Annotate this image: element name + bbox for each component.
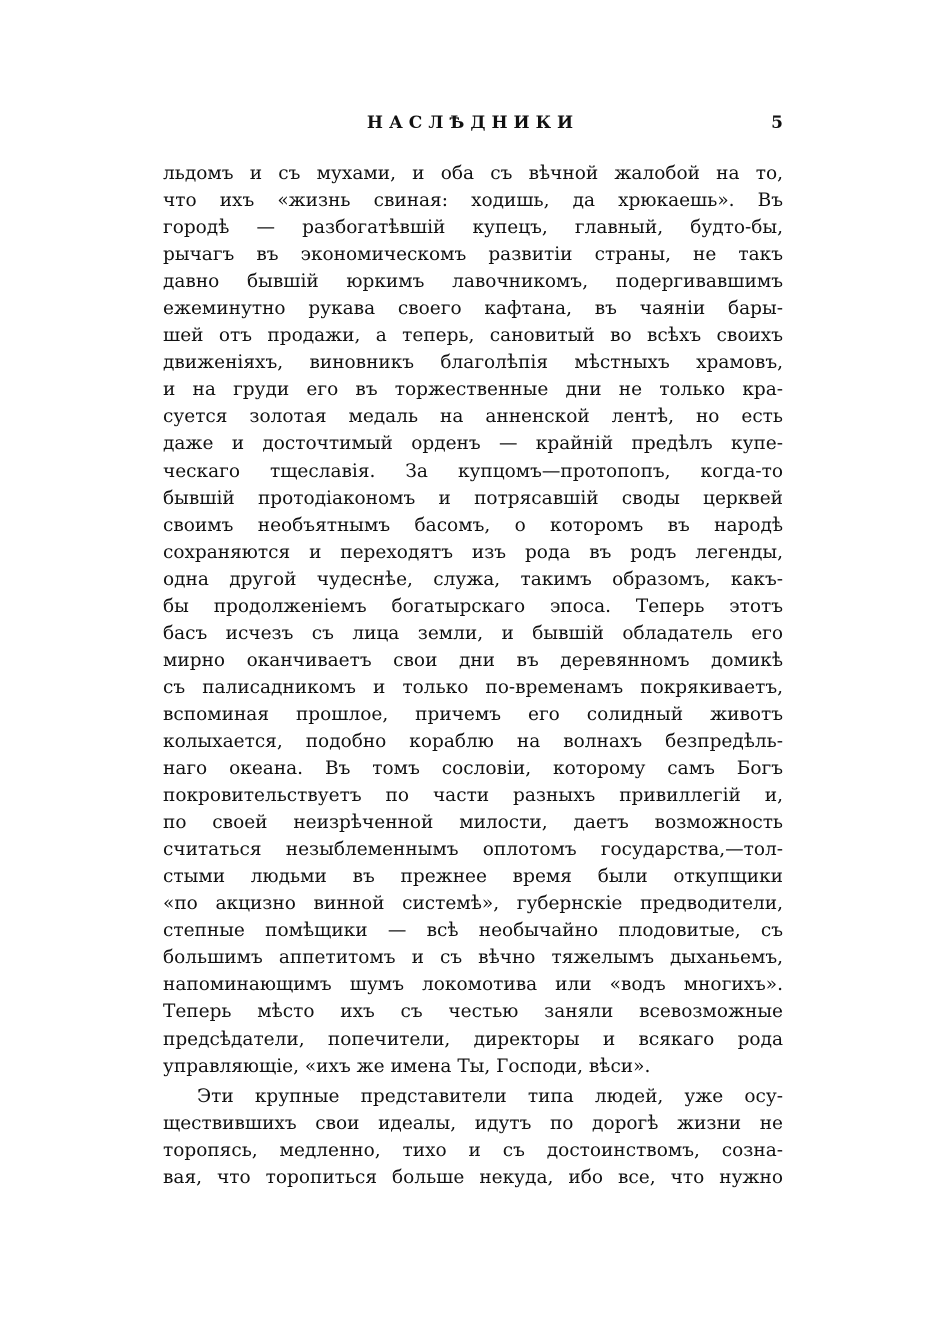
text-line: и на груди его въ торжественные дни не только кра-: [163, 379, 783, 401]
text-line: считаться незыблеменнымъ оплотомъ государства,—тол-: [163, 839, 783, 861]
text-line: колыхается, подобно кораблю на волнахъ безпредѣль-: [163, 730, 783, 752]
running-title: НАСЛѢДНИКИ: [366, 113, 580, 133]
body-text: [163, 160, 783, 1191]
running-head: [163, 113, 783, 143]
text-line: одна другой чудеснѣе, служа, такимъ образомъ, какъ-: [163, 568, 783, 590]
text-line: ществившихъ свои идеалы, идутъ по дорогѣ жизни не: [163, 1112, 783, 1134]
page-number: 5: [771, 113, 783, 133]
text-line: мирно оканчиваетъ свои дни въ деревянномъ домикѣ: [163, 649, 783, 671]
text-line: торопясь, медленно, тихо и съ достоинствомъ, созна-: [163, 1139, 783, 1161]
text-line: движеніяхъ, виновникъ благолѣпія мѣстныхъ храмовъ,: [163, 352, 783, 374]
text-line: бы продолженіемъ богатырскаго эпоса. Теперь этотъ: [163, 595, 783, 617]
text-line: предсѣдатели, попечители, директоры и всякаго рода: [163, 1028, 783, 1050]
text-line: даже и досточтимый орденъ — крайній предѣлъ купе-: [163, 433, 783, 455]
text-line: суется золотая медаль на анненской лентѣ, но есть: [163, 406, 783, 428]
text-line: Эти крупные представители типа людей, уже осу-: [197, 1085, 783, 1107]
text-line: своимъ необъятнымъ басомъ, о которомъ въ народѣ: [163, 514, 783, 536]
text-line: городѣ — разбогатѣвшій купецъ, главный, будто-бы,: [163, 217, 783, 239]
text-line: рычагъ въ экономическомъ развитіи страны, не такъ: [163, 244, 783, 266]
text-line: сохраняются и переходятъ изъ рода въ родъ легенды,: [163, 541, 783, 563]
text-line: вая, что торопиться больше некуда, ибо все, что нужно: [163, 1166, 783, 1188]
paragraph-1: [163, 160, 783, 1080]
text-line: ежеминутно рукава своего кафтана, въ чаяніи бары-: [163, 298, 783, 320]
text-line: давно бывшій юркимъ лавочникомъ, подергивавшимъ: [163, 271, 783, 293]
text-line: напоминающимъ шумъ локомотива или «водъ многихъ».: [163, 974, 783, 996]
text-line: льдомъ и съ мухами, и оба съ вѣчной жалобой на то,: [163, 163, 783, 184]
text-line: стыми людьми въ прежнее время были откупщики: [163, 866, 783, 888]
text-line: вспоминая прошлое, причемъ его солидный животъ: [163, 703, 783, 725]
text-line: степные помѣщики — всѣ необычайно плодовитые, съ: [163, 920, 783, 942]
text-line: ческаго тщеславія. За купцомъ—протопопъ, когда-то: [163, 460, 783, 482]
text-line: наго океана. Въ томъ сословіи, которому самъ Богъ: [163, 758, 783, 780]
text-line: басъ исчезъ съ лица земли, и бывшій обладатель его: [163, 622, 783, 644]
text-line: шей отъ продажи, а теперь, сановитый во всѣхъ своихъ: [163, 325, 783, 347]
text-line: большимъ аппетитомъ и съ вѣчно тяжелымъ дыханьемъ,: [163, 947, 783, 969]
text-line: покровительствуетъ по части разныхъ привиллегій и,: [163, 785, 783, 807]
text-line: «по акцизно винной системѣ», губернскіе предводители,: [163, 893, 783, 915]
text-line: съ палисадникомъ и только по-временамъ покрякиваетъ,: [163, 676, 783, 698]
text-line: что ихъ «жизнь свиная: ходишь, да хрюкаешь». Въ: [163, 190, 783, 212]
text-line: управляющіе, «ихъ же имена Ты, Господи, вѣси».: [163, 1055, 651, 1077]
text-line: бывшій протодіакономъ и потрясавшій своды церквей: [163, 487, 783, 509]
text-line: Теперь мѣсто ихъ съ честью заняли всевозможные: [163, 1001, 783, 1023]
paragraph-2: [163, 1083, 783, 1191]
text-line: по своей неизрѣченной милости, даетъ возможность: [163, 812, 783, 834]
